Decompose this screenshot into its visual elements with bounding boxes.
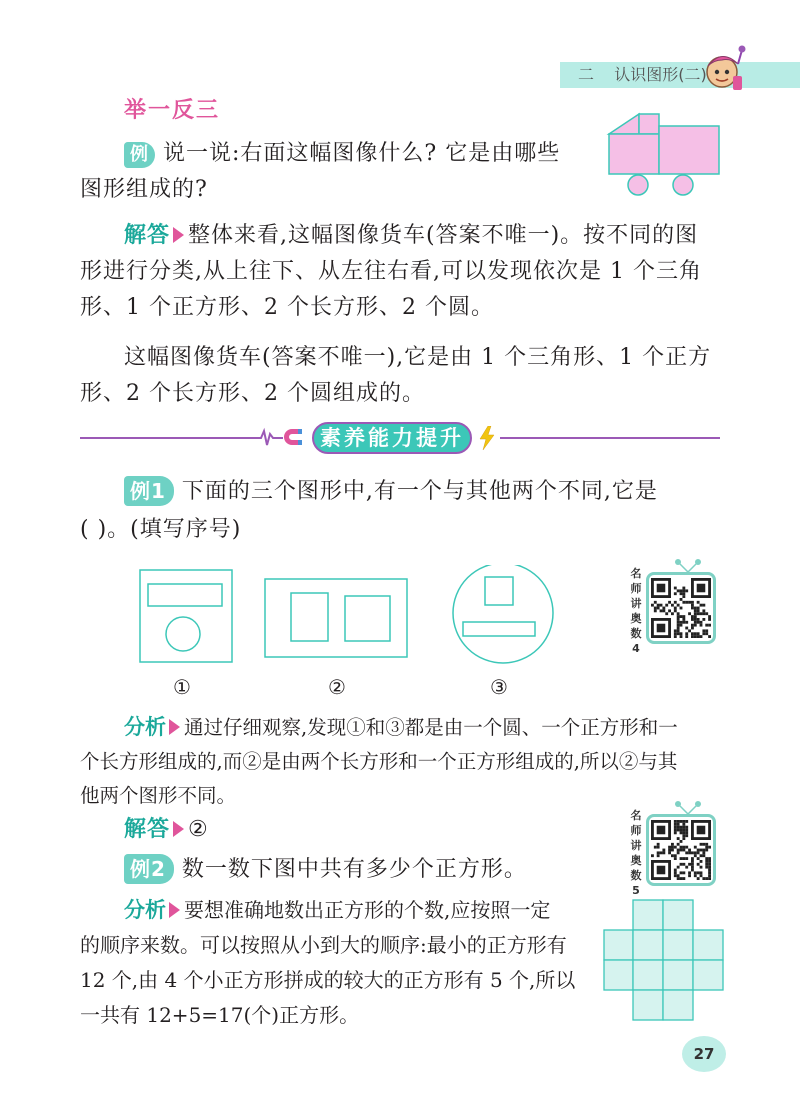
- qr-code-2[interactable]: [626, 800, 722, 897]
- example2-question: [124, 852, 527, 888]
- example1-question-line-2: ( )。(填写序号): [80, 517, 242, 542]
- truck-triangle: [609, 114, 639, 134]
- triangle-marker-icon: [173, 821, 184, 837]
- example1-analysis: [80, 710, 730, 813]
- example2-analysis-label: 分析: [124, 898, 166, 922]
- answer-block: [80, 218, 730, 326]
- qr-frame-1: [646, 572, 716, 644]
- qr-matrix-icon: [651, 578, 711, 638]
- figure-label-2: ②: [328, 675, 346, 699]
- page-number-badge: [682, 1036, 726, 1072]
- example2-analysis-line-1: 要想准确地数出正方形的个数,应按照一定: [184, 898, 551, 922]
- example1-analysis-line-1: 通过仔细观察,发现①和③都是由一个圆、一个正方形和一: [184, 716, 678, 739]
- banner-pill: [312, 422, 472, 454]
- conclusion-line-2: 形、2 个长方形、2 个圆组成的。: [80, 381, 425, 406]
- conclusion-line-1: 这幅图像货车(答案不唯一),它是由 1 个三角形、1 个正方: [124, 345, 712, 370]
- magnet-icon: [282, 425, 306, 449]
- example2-analysis-line-3: 12 个,由 4 个小正方形拼成的较大的正方形有 5 个,所以: [80, 968, 576, 992]
- example1-badge: 例1: [124, 476, 174, 506]
- figure-2: [265, 579, 407, 657]
- example-question: [80, 136, 600, 208]
- banner-line-right: [500, 437, 720, 439]
- example2-analysis-line-2: 的顺序来数。可以按照从小到大的顺序:最小的正方形有: [80, 933, 567, 957]
- triangle-marker-icon: [169, 719, 180, 735]
- triangle-marker-icon: [173, 227, 184, 243]
- truck-cab: [609, 134, 659, 174]
- example1-question-line-1: 下面的三个图形中,有一个与其他两个不同,它是: [181, 479, 658, 504]
- example1-answer: [124, 812, 209, 848]
- qr-label-1: 名 师 讲 奥 数 4: [630, 567, 642, 655]
- chapter-title: 认识图形(二): [614, 65, 707, 84]
- figure-label-3: ③: [490, 675, 508, 699]
- example2-analysis: [80, 893, 600, 1033]
- example1-analysis-line-3: 他两个图形不同。: [80, 784, 237, 807]
- page-number: 27: [693, 1045, 715, 1063]
- example2-badge: 例2: [124, 854, 174, 884]
- pulse-icon: [253, 426, 283, 450]
- qr-antenna-icon: [668, 800, 708, 814]
- question-line-2: 图形组成的?: [80, 177, 208, 202]
- truck-square: [639, 114, 659, 134]
- banner-line-left: [80, 437, 255, 439]
- example2-analysis-line-4: 一共有 12+5=17(个)正方形。: [80, 1003, 360, 1027]
- example1-answer-label: 解答: [124, 817, 171, 842]
- answer-line-3: 形、1 个正方形、2 个长方形、2 个圆。: [80, 295, 494, 320]
- example1-analysis-line-2: 个长方形组成的,而②是由两个长方形和一个正方形组成的,所以②与其: [80, 750, 678, 773]
- question-line-1: 说一说:右面这幅图像什么? 它是由哪些: [163, 141, 561, 166]
- answer-line-2: 形进行分类,从上往下、从左往右看,可以发现依次是 1 个三角: [80, 259, 702, 284]
- qr-code-1[interactable]: [626, 558, 722, 655]
- example-badge: 例: [124, 142, 155, 168]
- qr-frame-2: [646, 814, 716, 886]
- qr-label-2: 名 师 讲 奥 数 5: [630, 809, 642, 897]
- lightning-icon: [478, 426, 496, 450]
- section-title: 举一反三: [124, 98, 221, 123]
- chapter-number: 二: [578, 65, 595, 84]
- example1-answer-value: ②: [188, 817, 209, 842]
- banner-title: 素养能力提升: [320, 426, 464, 450]
- example1-figures: [135, 565, 565, 665]
- truck-figure: [605, 110, 725, 200]
- qr-antenna-icon: [668, 558, 708, 572]
- truck-wheel-2: [673, 175, 693, 195]
- example1-analysis-label: 分析: [124, 715, 166, 739]
- conclusion-block: [80, 340, 730, 412]
- figure-3: [453, 565, 553, 663]
- truck-wheel-1: [628, 175, 648, 195]
- truck-cargo: [659, 126, 719, 174]
- qr-matrix-icon: [651, 820, 711, 880]
- example1-question: [80, 473, 730, 549]
- answer-line-1: 整体来看,这幅图像货车(答案不唯一)。按不同的图: [188, 223, 699, 248]
- example2-question-text: 数一数下图中共有多少个正方形。: [181, 857, 527, 882]
- cross-grid-figure: [602, 898, 726, 1022]
- header-chapter: [578, 62, 707, 88]
- answer-label: 解答: [124, 223, 171, 248]
- figure-1: [140, 570, 232, 662]
- figure-label-1: ①: [173, 675, 191, 699]
- mascot-icon: [700, 44, 748, 94]
- triangle-marker-icon: [169, 902, 180, 918]
